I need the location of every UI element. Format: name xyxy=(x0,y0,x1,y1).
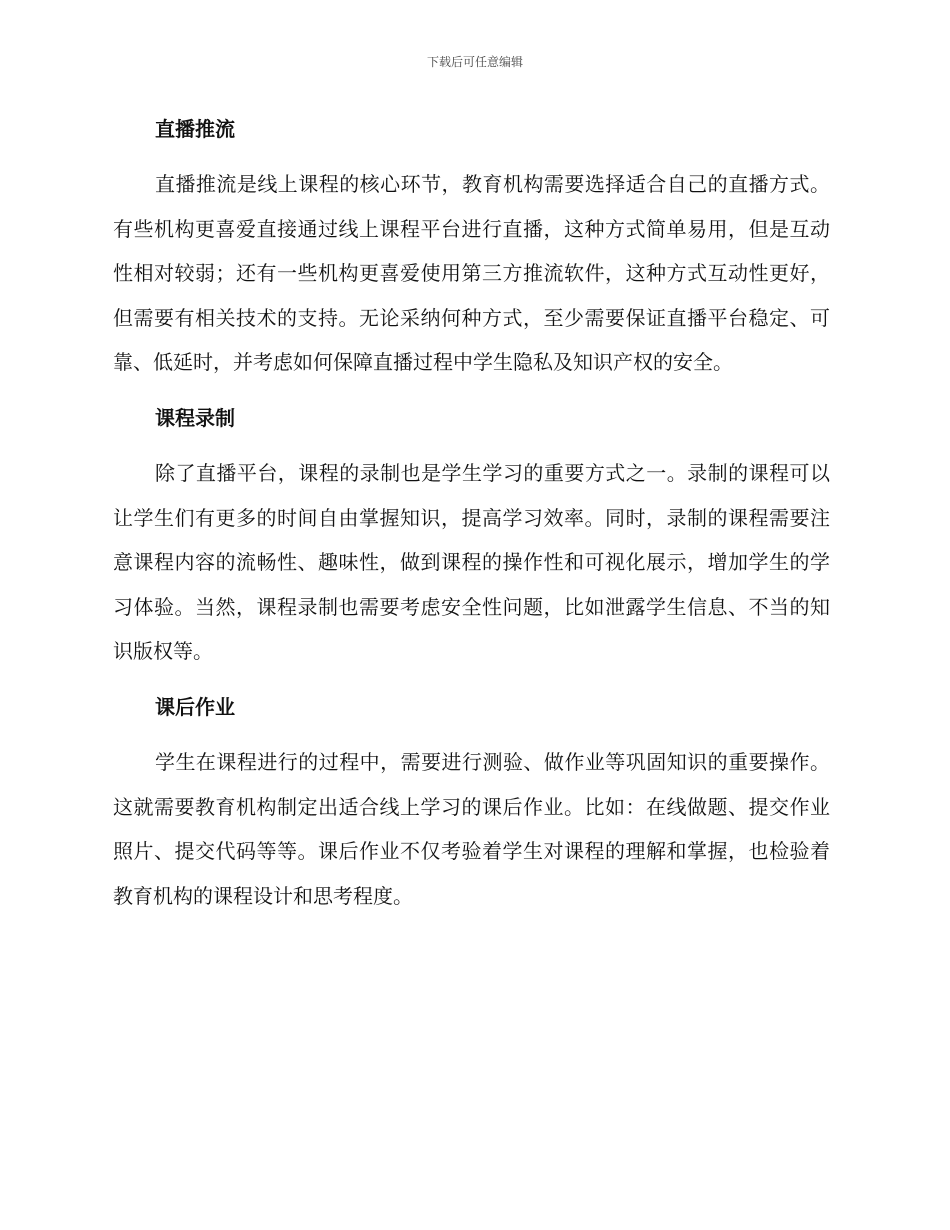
section-heading-homework: 课后作业 xyxy=(155,694,235,719)
section-paragraph-live-streaming: 直播推流是线上课程的核心环节，教育机构需要选择适合自己的直播方式。有些机构更喜爱直接通过线上课程平台进行直播，这种方式简单易用，但是互动性相对较弱；还有一些机构更喜爱使用第三方推流软件，这种方式互动性更好，但需要有相关技术的支持。无论采纳何种方式，至少需要保证直播平台稳定、可靠、低延时，并考虑如何保障直播过程中学生隐私及知识产权的安全。 xyxy=(113,172,830,375)
section-heading-live-streaming: 直播推流 xyxy=(155,117,235,141)
page-header-note: 下载后可任意编辑 xyxy=(426,55,523,69)
document-body xyxy=(113,108,830,930)
section-heading-course-recording: 课程录制 xyxy=(155,405,235,430)
section-paragraph-course-recording: 除了直播平台，课程的录制也是学生学习的重要方式之一。录制的课程可以让学生们有更多的时间自由掌握知识，提高学习效率。同时，录制的课程需要注意课程内容的流畅性、趣味性，做到课程的操作性和可视化展示，增加学生的学习体验。当然，课程录制也需要考虑安全性问题，比如泄露学生信息、不当的知识版权等。 xyxy=(113,460,830,664)
section-paragraph-homework: 学生在课程进行的过程中，需要进行测验、做作业等巩固知识的重要操作。这就需要教育机构制定出适合线上学习的课后作业。比如：在线做题、提交作业照片、提交代码等等。课后作业不仅考验着学生对课程的理解和掌握，也检验着教育机构的课程设计和思考程度。 xyxy=(113,749,830,908)
